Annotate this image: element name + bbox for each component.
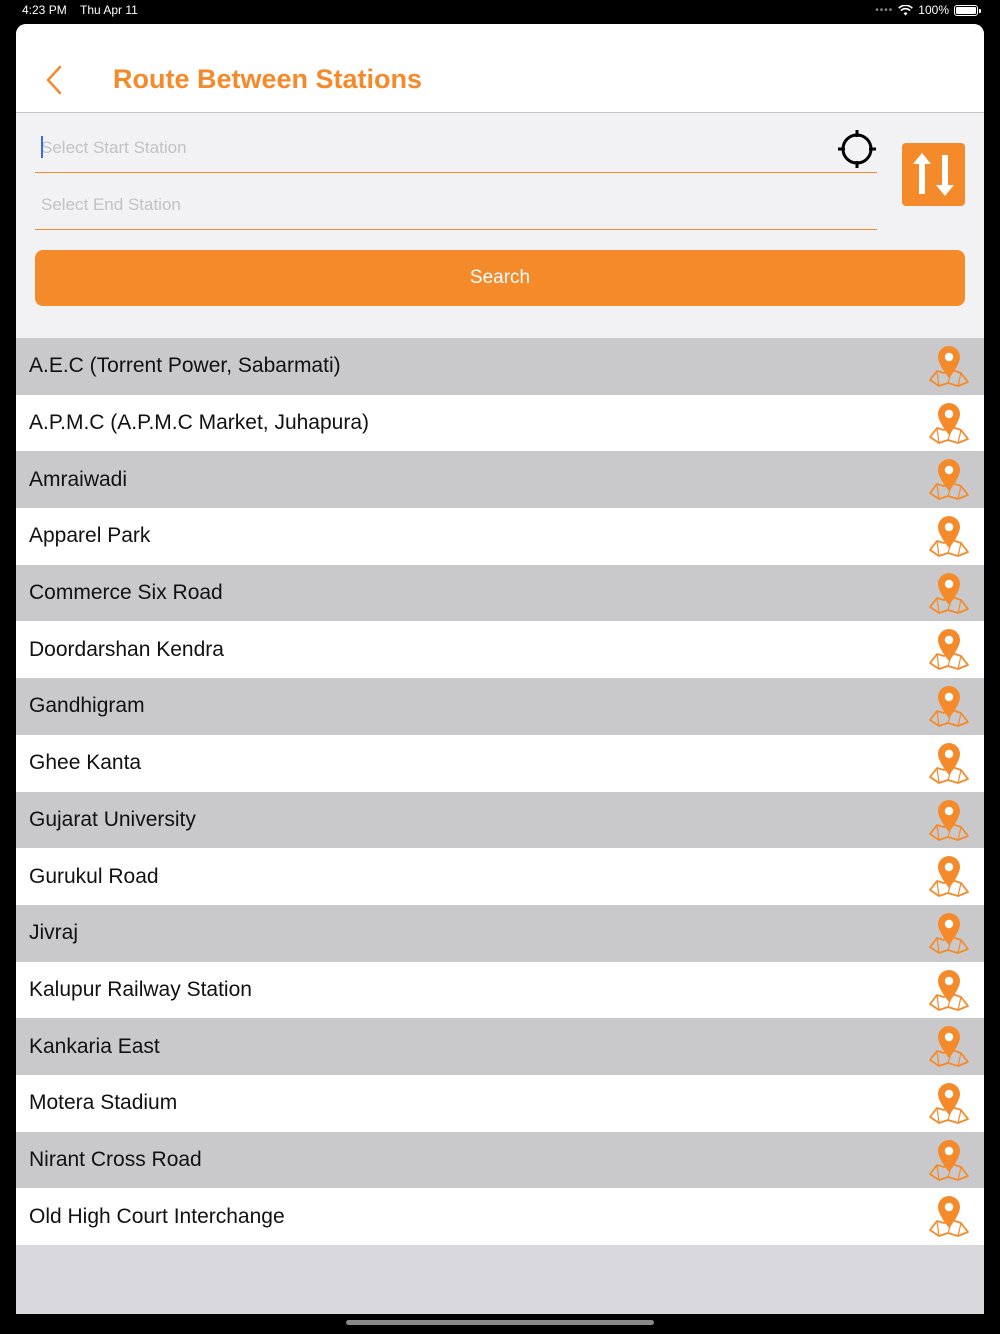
search-panel — [16, 113, 984, 338]
list-item[interactable] — [16, 1075, 984, 1132]
station-name: Ghee Kanta — [29, 751, 142, 775]
status-bar — [0, 0, 1000, 24]
end-station-field — [35, 180, 877, 230]
station-name: Jivraj — [29, 921, 79, 945]
station-name: Gandhigram — [29, 694, 145, 718]
list-item[interactable] — [16, 962, 984, 1019]
battery-icon — [954, 5, 978, 16]
station-name: Apparel Park — [29, 524, 151, 548]
end-station-input[interactable] — [41, 192, 821, 218]
map-pin-icon[interactable] — [928, 1081, 970, 1125]
list-item[interactable] — [16, 338, 984, 395]
back-button[interactable] — [42, 64, 68, 96]
chevron-left-icon — [42, 64, 68, 96]
map-pin-icon[interactable] — [928, 968, 970, 1012]
home-indicator[interactable] — [346, 1320, 654, 1325]
station-name: A.P.M.C (A.P.M.C Market, Juhapura) — [29, 411, 370, 435]
swap-stations-button[interactable] — [902, 143, 965, 206]
station-list — [16, 338, 984, 1245]
station-name: Amraiwadi — [29, 467, 128, 491]
status-indicators — [875, 3, 978, 17]
multitasking-dots-icon: •••• — [875, 4, 894, 16]
station-name: Kalupur Railway Station — [29, 977, 252, 1001]
list-item[interactable] — [16, 565, 984, 622]
crosshair-icon[interactable] — [837, 129, 877, 169]
map-pin-icon[interactable] — [928, 854, 970, 898]
swap-vertical-icon — [909, 150, 958, 199]
station-name: Gurukul Road — [29, 864, 159, 888]
map-pin-icon[interactable] — [928, 911, 970, 955]
map-pin-icon[interactable] — [928, 1138, 970, 1182]
list-item[interactable] — [16, 395, 984, 452]
map-pin-icon[interactable] — [928, 401, 970, 445]
list-item[interactable] — [16, 848, 984, 905]
station-name: Gujarat University — [29, 807, 196, 831]
wifi-icon — [898, 5, 913, 16]
app-sheet — [16, 24, 984, 1314]
list-item[interactable] — [16, 1018, 984, 1075]
list-item[interactable] — [16, 621, 984, 678]
list-item[interactable] — [16, 678, 984, 735]
list-item[interactable] — [16, 508, 984, 565]
list-item[interactable] — [16, 735, 984, 792]
list-item[interactable] — [16, 792, 984, 849]
list-item[interactable] — [16, 451, 984, 508]
station-name: Commerce Six Road — [29, 581, 223, 605]
map-pin-icon[interactable] — [928, 798, 970, 842]
list-item[interactable] — [16, 1132, 984, 1189]
list-item[interactable] — [16, 905, 984, 962]
station-name: Motera Stadium — [29, 1091, 178, 1115]
map-pin-icon[interactable] — [928, 344, 970, 388]
station-name: Kankaria East — [29, 1034, 160, 1058]
start-station-field — [35, 123, 877, 173]
battery-percent: 100% — [918, 3, 949, 17]
map-pin-icon[interactable] — [928, 571, 970, 615]
map-pin-icon[interactable] — [928, 1024, 970, 1068]
station-name: Doordarshan Kendra — [29, 637, 224, 661]
station-name: A.E.C (Torrent Power, Sabarmati) — [29, 354, 341, 378]
search-button[interactable]: Search — [35, 250, 965, 306]
map-pin-icon[interactable] — [928, 627, 970, 671]
start-station-input[interactable] — [41, 135, 821, 161]
map-pin-icon[interactable] — [928, 457, 970, 501]
list-item[interactable] — [16, 1188, 984, 1245]
station-name: Old High Court Interchange — [29, 1204, 285, 1228]
map-pin-icon[interactable] — [928, 684, 970, 728]
navigation-bar — [16, 24, 984, 113]
status-date: Thu Apr 11 — [80, 3, 138, 17]
status-time: 4:23 PM — [22, 3, 67, 17]
text-caret — [41, 136, 43, 158]
map-pin-icon[interactable] — [928, 1194, 970, 1238]
map-pin-icon[interactable] — [928, 514, 970, 558]
station-name: Nirant Cross Road — [29, 1147, 202, 1171]
page-title: Route Between Stations — [113, 64, 423, 94]
map-pin-icon[interactable] — [928, 741, 970, 785]
